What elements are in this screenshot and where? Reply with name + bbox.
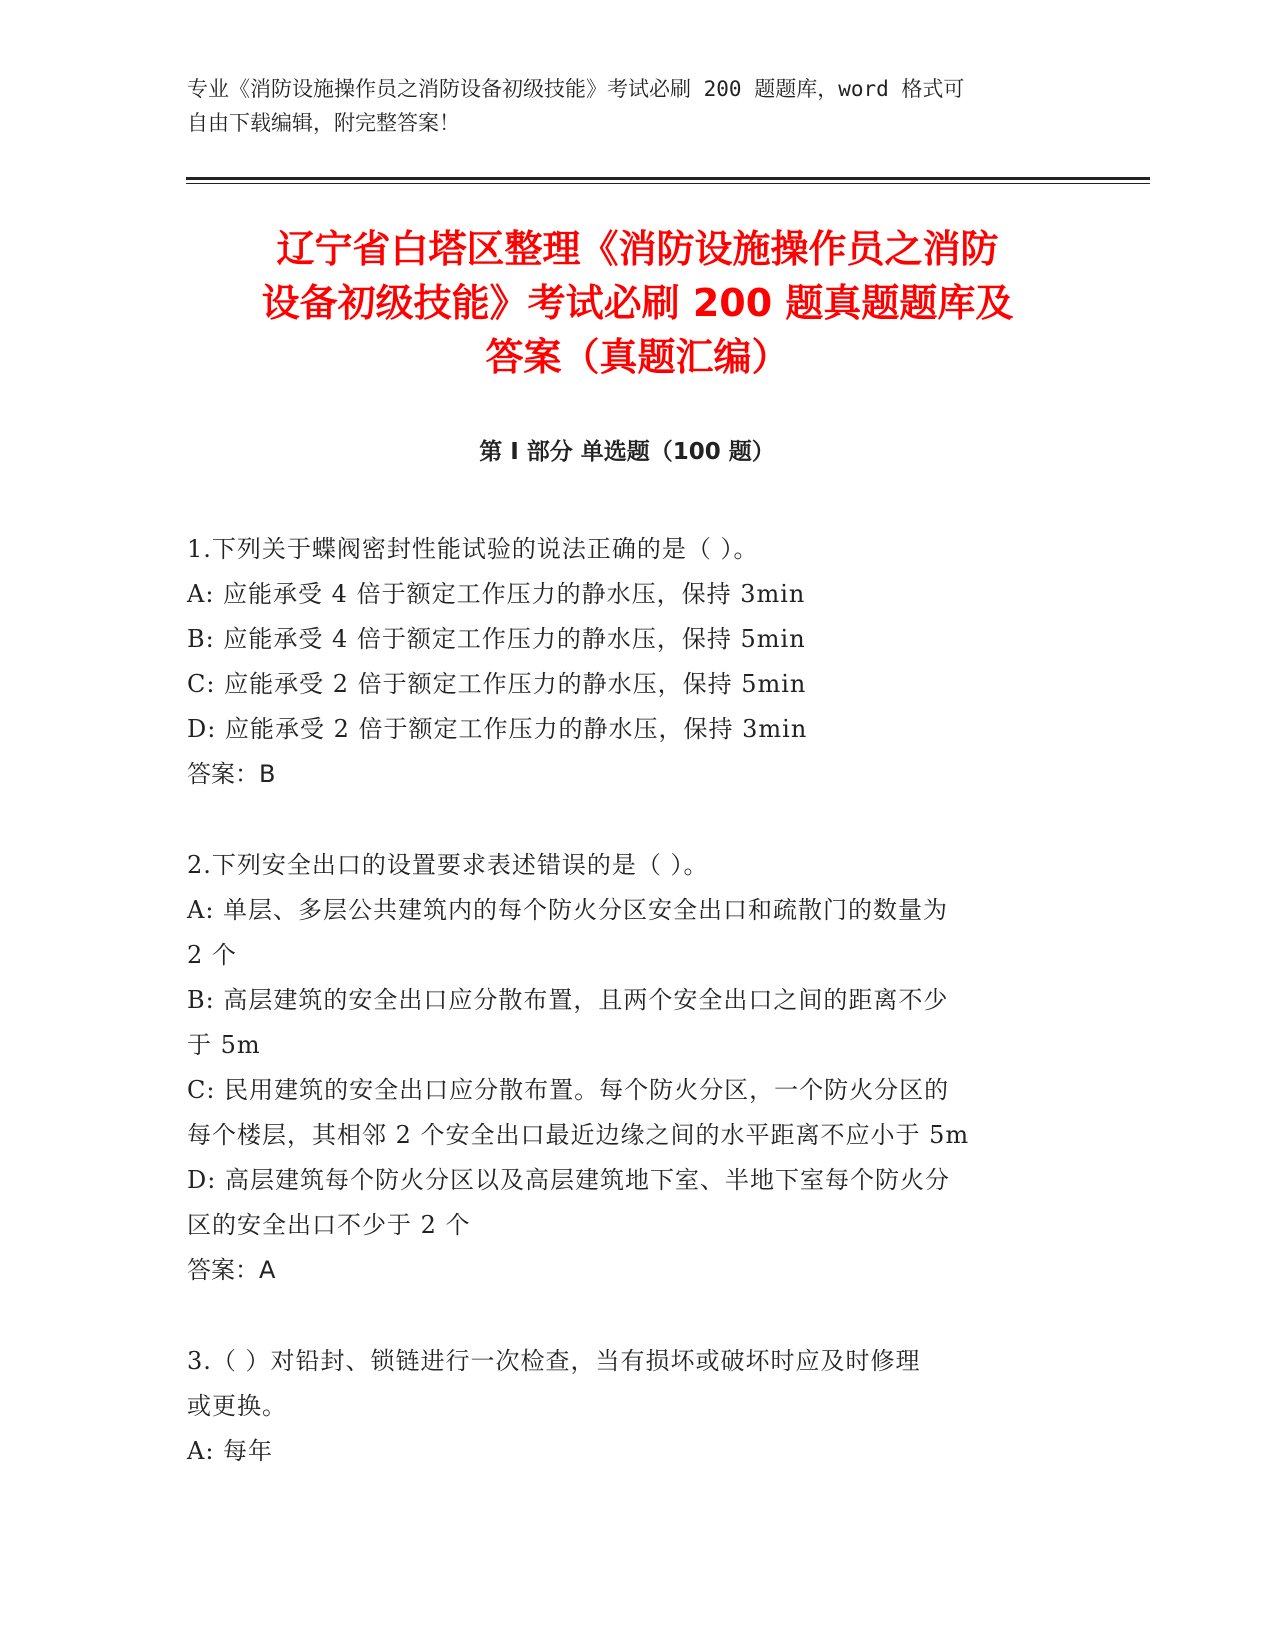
question-2-option-c: C: 民用建筑的安全出口应分散布置。每个防火分区，一个防火分区的 [187, 1076, 950, 1104]
question-3-stem-cont: 或更换。 [187, 1392, 287, 1420]
question-2-option-a: A: 单层、多层公共建筑内的每个防火分区安全出口和疏散门的数量为 [187, 896, 949, 924]
question-1-option-b: B: 应能承受 4 倍于额定工作压力的静水压，保持 5min [187, 625, 806, 653]
question-2-stem: 2.下列安全出口的设置要求表述错误的是（ ）。 [187, 851, 709, 879]
question-3 [187, 1339, 1067, 1474]
document-title-line-2: 设备初级技能》考试必刷 200 题真题题库及 [261, 281, 1014, 325]
question-1-option-a: A: 应能承受 4 倍于额定工作压力的静水压，保持 3min [187, 580, 806, 608]
header-note [187, 72, 1067, 140]
question-2 [187, 843, 1067, 1293]
question-2-option-d-cont: 区的安全出口不少于 2 个 [187, 1211, 471, 1239]
question-1-option-c: C: 应能承受 2 倍于额定工作压力的静水压，保持 5min [187, 670, 807, 698]
question-2-option-b: B: 高层建筑的安全出口应分散布置，且两个安全出口之间的距离不少 [187, 986, 949, 1014]
section-heading: 第 I 部分 单选题（100 题） [479, 439, 775, 465]
question-2-option-a-cont: 2 个 [187, 941, 237, 969]
question-1-option-d: D: 应能承受 2 倍于额定工作压力的静水压，保持 3min [187, 715, 808, 743]
question-1 [187, 527, 1067, 797]
header-divider-thick [186, 177, 1150, 180]
question-3-option-a: A: 每年 [187, 1437, 274, 1465]
question-2-option-d: D: 高层建筑每个防火分区以及高层建筑地下室、半地下室每个防火分 [187, 1166, 950, 1194]
header-divider-thin [186, 183, 1150, 184]
question-2-option-b-cont: 于 5m [187, 1031, 261, 1059]
header-note-line-1: 专业《消防设施操作员之消防设备初级技能》考试必刷 200 题题库，word 格式可 [187, 77, 965, 101]
header-note-line-2: 自由下载编辑，附完整答案！ [187, 111, 460, 135]
document-title-line-1: 辽宁省白塔区整理《消防设施操作员之消防 [276, 227, 999, 271]
question-1-stem: 1.下列关于蝶阀密封性能试验的说法正确的是（ ）。 [187, 535, 759, 563]
question-2-option-c-cont: 每个楼层，其相邻 2 个安全出口最近边缘之间的水平距离不应小于 5m [187, 1121, 970, 1149]
document-title-line-3: 答案（真题汇编） [485, 335, 790, 379]
question-3-stem: 3.（ ）对铅封、锁链进行一次检查，当有损坏或破坏时应及时修理 [187, 1347, 921, 1375]
question-1-answer: 答案：B [187, 760, 276, 788]
document-title [160, 222, 1115, 384]
question-list [187, 527, 1067, 1520]
question-2-answer: 答案：A [187, 1256, 276, 1284]
